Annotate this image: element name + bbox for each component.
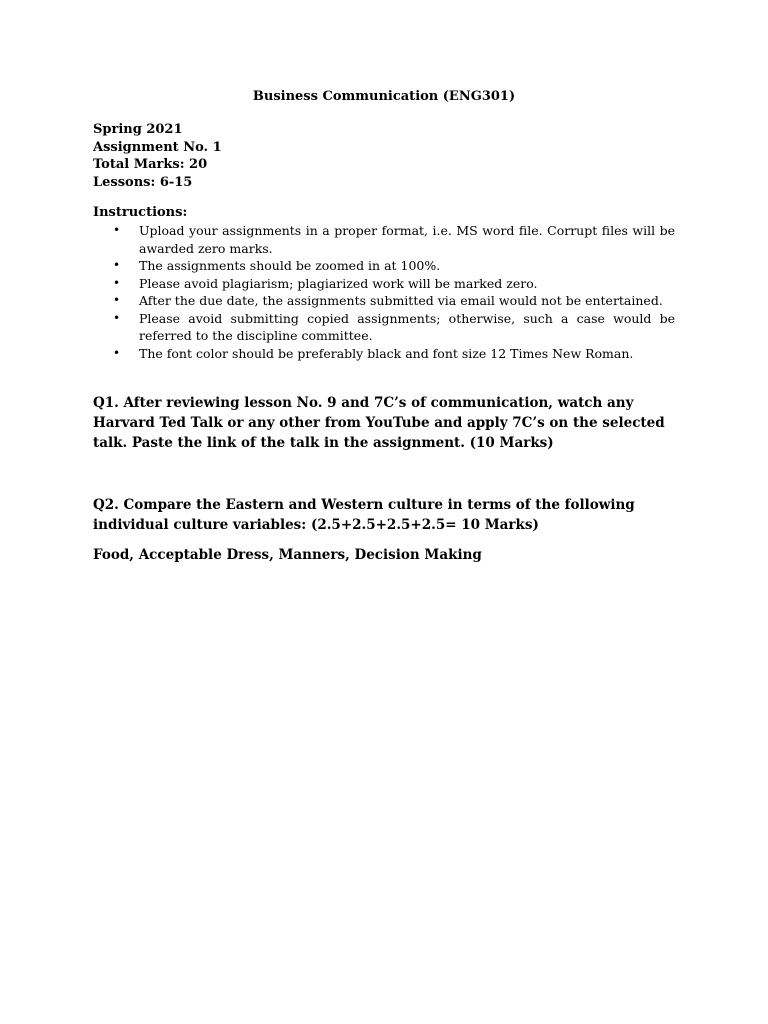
bullet-icon: • bbox=[113, 258, 121, 272]
lessons-label: Lessons: 6-15 bbox=[93, 174, 193, 190]
instruction-text: Please avoid plagiarism; plagiarized work will be marked zero. bbox=[139, 275, 538, 291]
bullet-icon: • bbox=[113, 223, 121, 237]
bullet-icon: • bbox=[113, 310, 121, 325]
instruction-item bbox=[93, 310, 675, 345]
assignment-number-label: Assignment No. 1 bbox=[93, 139, 222, 155]
instructions-list bbox=[93, 222, 675, 362]
instruction-item bbox=[93, 222, 675, 257]
bullet-icon: • bbox=[113, 345, 121, 360]
instruction-item bbox=[93, 292, 675, 310]
semester-label: Spring 2021 bbox=[93, 122, 183, 137]
bullet-icon: • bbox=[113, 293, 121, 307]
instruction-item bbox=[93, 275, 675, 293]
culture-variables-list: Food, Acceptable Dress, Manners, Decision Making bbox=[93, 547, 482, 563]
instruction-text: The assignments should be zoomed in at 100%. bbox=[139, 258, 441, 273]
instruction-text: Upload your assignments in a proper format, i.e. MS word file. Corrupt files will be awarded zero marks. bbox=[139, 223, 675, 256]
document-title: Business Communication (ENG301) bbox=[252, 89, 516, 104]
instruction-text: The font color should be preferably black and font size 12 Times New Roman. bbox=[139, 345, 634, 361]
total-marks-label: Total Marks: 20 bbox=[93, 157, 208, 172]
assignment-meta bbox=[93, 121, 222, 191]
instruction-item bbox=[93, 345, 675, 363]
bullet-icon: • bbox=[113, 275, 121, 290]
instruction-text: Please avoid submitting copied assignments; otherwise, such a case would be referred to the discipline committee. bbox=[139, 310, 675, 343]
instruction-item bbox=[93, 257, 675, 275]
instruction-text: After the due date, the assignments submitted via email would not be entertained. bbox=[139, 293, 663, 308]
instructions-heading: Instructions: bbox=[93, 205, 188, 220]
question-1: Q1. After reviewing lesson No. 9 and 7C’s of communication, watch any Harvard Ted Talk or any other from YouTube and apply 7C’s on the selected talk. Paste the link of the talk in the assignment. (10 Marks) bbox=[93, 395, 665, 451]
question-2: Q2. Compare the Eastern and Western culture in terms of the following individual culture variables: (2.5+2.5+2.5+2.5= 10 Marks) bbox=[93, 497, 635, 533]
